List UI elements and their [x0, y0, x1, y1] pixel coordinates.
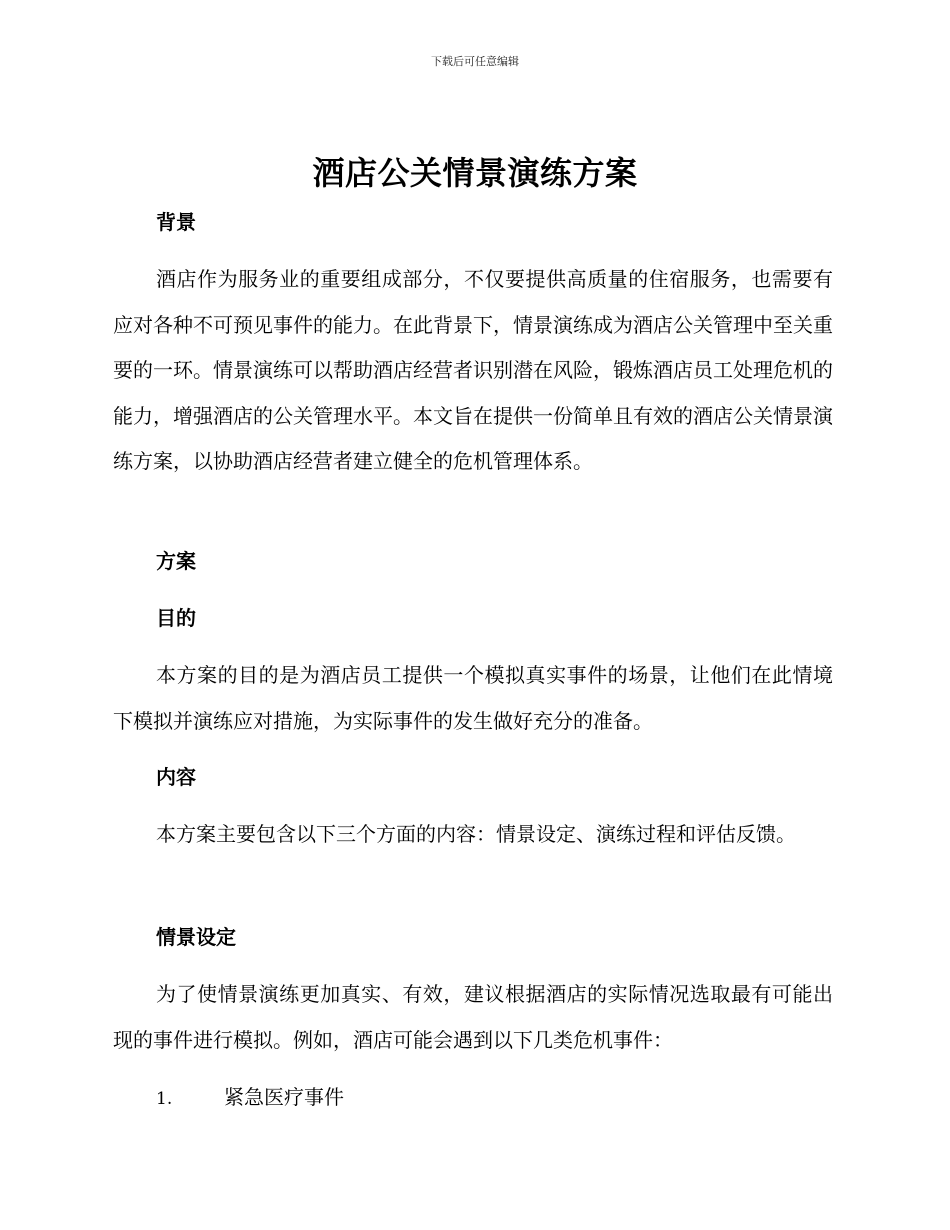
paragraph-background-text: 酒店作为服务业的重要组成部分，不仅要提供高质量的住宿服务，也需要有应对各种不可预见事件的能力。在此背景下，情景演练成为酒店公关管理中至关重要的一环。情景演练可以帮助酒店经营者识别潜在风险，锻炼酒店员工处理危机的能力，增强酒店的公关管理水平。本文旨在提供一份简单且有效的酒店公关情景演练方案，以协助酒店经营者建立健全的危机管理体系。: [113, 267, 833, 473]
paragraph-content: [113, 812, 833, 858]
list-item: [156, 1082, 344, 1114]
section-heading-scenario: 情景设定: [156, 925, 236, 949]
paragraph-background: [113, 257, 833, 485]
section-heading-purpose: 目的: [156, 606, 196, 630]
page-header-note: 下载后可任意编辑: [431, 55, 519, 68]
paragraph-purpose-text: 本方案的目的是为酒店员工提供一个模拟真实事件的场景，让他们在此情境下模拟并演练应对措施，为实际事件的发生做好充分的准备。: [113, 663, 833, 733]
paragraph-scenario: [113, 972, 833, 1063]
list-item-text: 紧急医疗事件: [224, 1085, 344, 1109]
paragraph-scenario-text: 为了使情景演练更加真实、有效，建议根据酒店的实际情况选取最有可能出现的事件进行模拟。例如，酒店可能会遇到以下几类危机事件：: [113, 982, 833, 1052]
document-title: 酒店公关情景演练方案: [312, 154, 638, 192]
paragraph-content-text: 本方案主要包含以下三个方面的内容：情景设定、演练过程和评估反馈。: [156, 822, 796, 846]
list-item-number: 1.: [156, 1089, 173, 1109]
section-heading-plan: 方案: [156, 549, 196, 573]
section-heading-background: 背景: [156, 210, 196, 234]
section-heading-content: 内容: [156, 765, 196, 789]
paragraph-purpose: [113, 653, 833, 744]
